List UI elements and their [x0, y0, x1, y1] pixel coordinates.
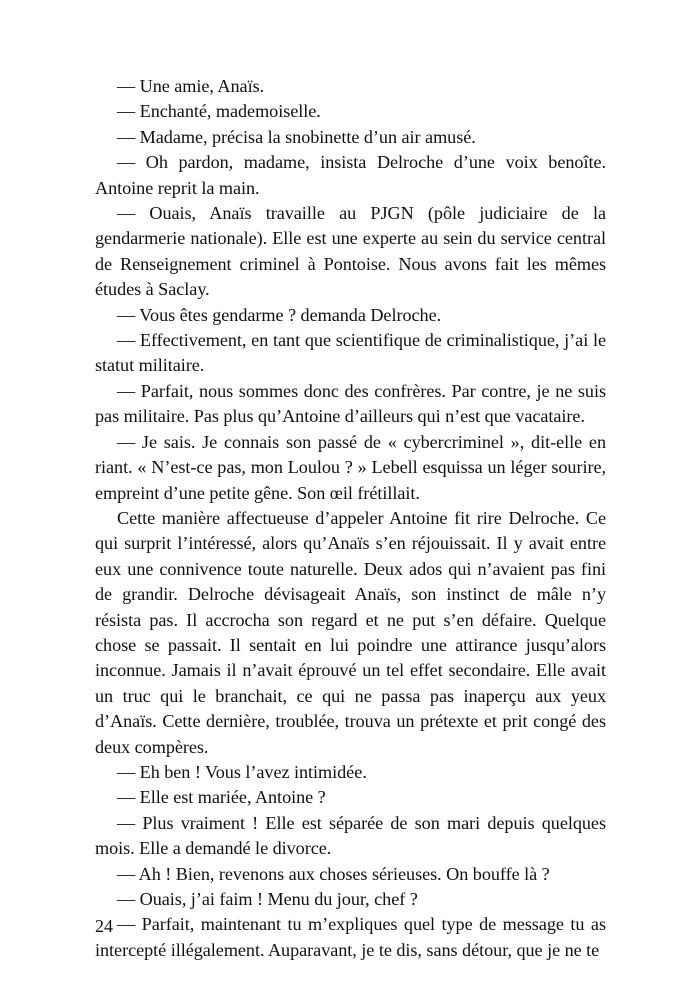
paragraph: — Plus vraiment ! Elle est séparée de son mari depuis quelques mois. Elle a demandé le divorce. — [95, 812, 606, 859]
paragraph: — Parfait, maintenant tu m’expliques quel type de message tu as intercepté illégalement. Auparavant, je te dis, sans détour, que je ne te — [95, 914, 606, 960]
page-body — [95, 74, 606, 963]
paragraph: Cette manière affectueuse d’appeler Antoine fit rire Delroche. Ce qui surprit l’intéressé, alors qu’Anaïs s’en réjouissait. Il y avait entre eux une connivence toute naturelle. Deux ados qui n’avaient pas fini de grandir. Delroche dévisageait Anaïs, son instinct de mâle n’y résista pas. Il accrocha son regard et ne put s’en défaire. Quelque chose se passait. Il sentait en lui poindre une attirance jusqu’alors inconnue. Jamais il n’avait éprouvé un tel effet secondaire. Elle avait un truc qui le branchait, ce qui ne passa pas inaperçu aux yeux d’Anaïs. Cette dernière, troublée, trouva un prétexte et prit congé des deux compères. — [95, 507, 606, 757]
paragraph: — Une amie, Anaïs. — [117, 76, 265, 96]
paragraph: — Ah ! Bien, revenons aux choses sérieuses. On bouffe là ? — [117, 863, 550, 884]
paragraph: — Oh pardon, madame, insista Delroche d’une voix benoîte. Antoine reprit la main. — [95, 152, 606, 198]
paragraph: — Ouais, Anaïs travaille au PJGN (pôle judiciaire de la gendarmerie nationale). Elle est une experte au sein du service central de Renseignement criminel à Pontoise. Nous avons fait les mêmes études à Saclay. — [95, 203, 606, 300]
paragraph: — Enchanté, mademoiselle. — [117, 101, 321, 122]
paragraph: — Vous êtes gendarme ? demanda Delroche. — [117, 304, 442, 325]
paragraph: — Effectivement, en tant que scientifique de criminalistique, j’ai le statut militaire. — [95, 330, 606, 376]
paragraph: — Madame, précisa la snobinette d’un air amusé. — [117, 126, 476, 147]
paragraph: — Je sais. Je connais son passé de « cybercriminel », dit-elle en riant. « N’est-ce pas, mon Loulou ? » Lebell esquissa un léger sourire, empreint d’une petite gêne. Son œil frétillait. — [95, 431, 606, 503]
page-number: 24 — [95, 916, 113, 936]
paragraph: — Ouais, j’ai faim ! Menu du jour, chef ? — [117, 889, 418, 909]
paragraph: — Elle est mariée, Antoine ? — [117, 787, 326, 808]
paragraph: — Parfait, nous sommes donc des confrères. Par contre, je ne suis pas militaire. Pas plus qu’Antoine d’ailleurs qui n’est que vacataire. — [95, 380, 606, 427]
paragraph: — Eh ben ! Vous l’avez intimidée. — [117, 761, 367, 782]
